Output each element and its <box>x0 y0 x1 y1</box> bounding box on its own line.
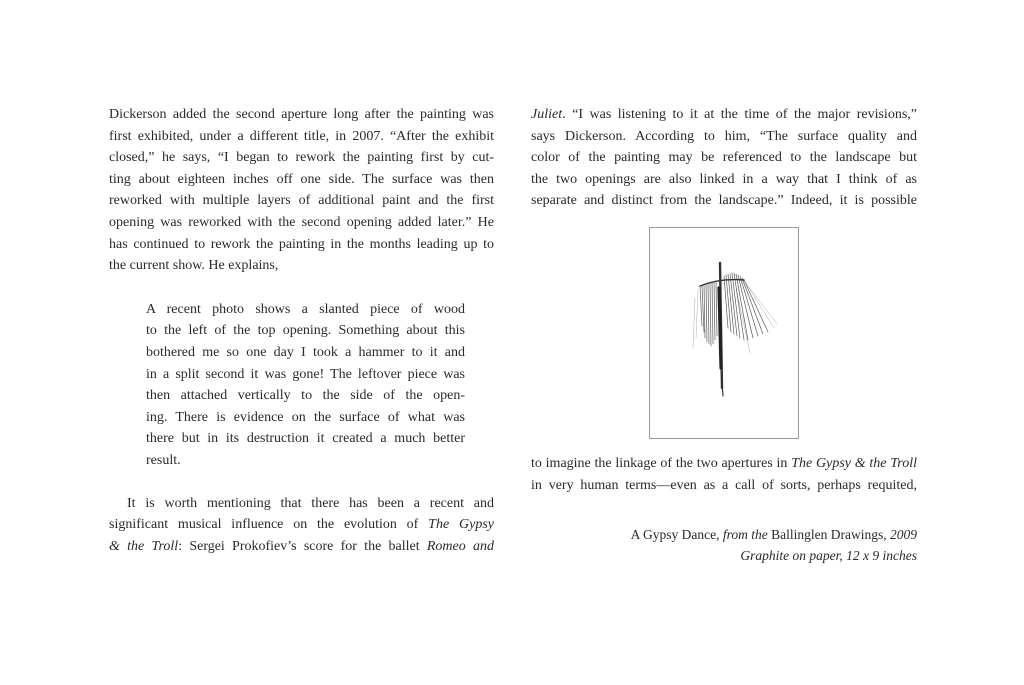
right-column-top <box>531 104 917 212</box>
quote-line: result. <box>146 452 181 468</box>
text-segment: significant musical influence on the evolution of <box>109 517 419 533</box>
title-italic: & the Troll <box>109 538 179 554</box>
figure-caption <box>631 524 917 566</box>
quote-line: then attached vertically to the side of the open- <box>146 388 465 404</box>
text-line: first exhibited, under a different title, in 2007. “After the exhibit <box>109 128 494 144</box>
text-line: Dickerson added the second aperture long after the painting was <box>109 107 494 122</box>
text-line: in very human terms—even as a call of sorts, perhaps requited, <box>531 477 917 493</box>
block-quote <box>146 299 465 472</box>
caption-line-1 <box>631 524 917 545</box>
caption-series: Ballinglen Drawings, <box>771 527 887 542</box>
text-line: says Dickerson. According to him, “The surface quality and <box>531 128 917 144</box>
quote-line: ing. There is evidence on the surface of what was <box>146 409 465 425</box>
title-italic: Romeo and <box>426 538 494 554</box>
title-italic: The Gypsy & the Troll <box>791 456 918 471</box>
text-line: separate and distinct from the landscape.” Indeed, it is possible <box>531 193 917 209</box>
graphite-drawing <box>650 228 798 438</box>
quote-line: in a split second it was gone! The leftover piece was <box>146 366 465 382</box>
quote-line: A recent photo shows a slanted piece of wood <box>146 301 465 317</box>
text-segment: : Sergei Prokofiev’s score for the ballet <box>178 538 420 554</box>
title-italic: Juliet <box>531 107 563 122</box>
quote-line: bothered me so one day I took a hammer to it and <box>146 344 465 360</box>
paragraph-2 <box>109 493 494 558</box>
text-line: opening was reworked with the second opening added later.” He <box>109 214 494 230</box>
text-line: It is worth mentioning that there has been a recent and <box>127 495 494 511</box>
left-column <box>109 104 494 557</box>
artwork-figure <box>649 227 799 439</box>
text-line <box>109 514 494 536</box>
text-segment: to imagine the linkage of the two apertures in <box>531 456 788 471</box>
caption-year: 2009 <box>890 527 917 542</box>
text-line <box>531 104 917 126</box>
text-line: color of the painting may be referenced to the landscape but <box>531 150 917 166</box>
text-line <box>109 536 494 558</box>
text-line: reworked with multiple layers of additional paint and the first <box>109 193 494 209</box>
quote-line: there but in its destruction it created a much better <box>146 431 465 447</box>
caption-title: A Gypsy Dance, <box>630 527 720 542</box>
right-column-bottom <box>531 453 917 496</box>
caption-medium: Graphite on paper, 12 x 9 inches <box>740 548 917 563</box>
text-line: has continued to rework the painting in the months leading up to <box>109 236 494 252</box>
text-line: closed,” he says, “I began to rework the painting first by cut- <box>109 150 494 166</box>
quote-line: to the left of the top opening. Something about this <box>146 323 465 339</box>
paragraph-1 <box>109 104 494 277</box>
text-line: ting about eighteen inches off one side. The surface was then <box>109 171 494 187</box>
caption-from: from the <box>722 527 768 542</box>
title-italic: The Gypsy <box>428 517 494 533</box>
caption-line-2 <box>631 545 917 566</box>
text-line: the current show. He explains, <box>109 258 279 274</box>
text-line: the two openings are also linked in a way that I think of as <box>531 171 917 187</box>
text-line <box>531 453 917 475</box>
text-segment: . “I was listening to it at the time of the major revisions,” <box>562 107 917 122</box>
